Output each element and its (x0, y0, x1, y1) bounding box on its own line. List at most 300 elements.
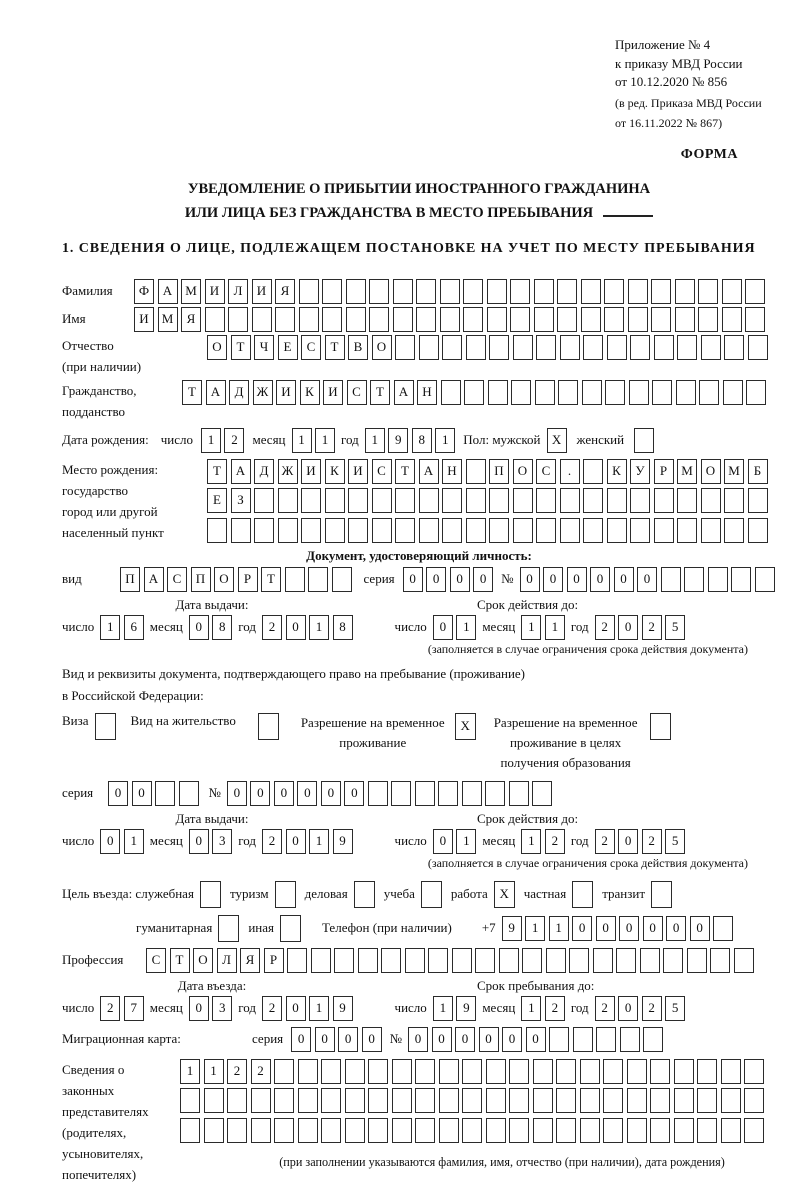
form-cell[interactable] (697, 1118, 717, 1143)
form-cell[interactable]: М (677, 459, 697, 484)
doc-series-cells[interactable] (403, 567, 494, 592)
form-cell[interactable]: 1 (204, 1059, 224, 1084)
purpose-official-checkbox[interactable] (200, 881, 221, 908)
form-cell[interactable]: 0 (189, 615, 209, 640)
form-cell[interactable] (535, 380, 555, 405)
form-cell[interactable] (415, 1059, 435, 1084)
birth-month-cells[interactable] (292, 428, 336, 453)
form-cell[interactable] (583, 335, 603, 360)
form-cell[interactable] (698, 307, 718, 332)
form-cell[interactable] (713, 916, 733, 941)
form-cell[interactable] (466, 335, 486, 360)
form-cell[interactable] (724, 518, 744, 543)
form-cell[interactable] (475, 948, 495, 973)
stay-year-cells[interactable] (595, 996, 686, 1021)
form-cell[interactable] (489, 488, 509, 513)
form-cell[interactable] (180, 1088, 200, 1113)
form-cell[interactable]: 2 (545, 996, 565, 1021)
form-cell[interactable]: 0 (362, 1027, 382, 1052)
form-cell[interactable] (218, 915, 239, 942)
form-cell[interactable] (231, 518, 251, 543)
form-cell[interactable] (345, 1059, 365, 1084)
doc-expiry-day-cells[interactable] (433, 615, 477, 640)
form-cell[interactable] (485, 781, 505, 806)
migr-series-cells[interactable] (291, 1027, 382, 1052)
form-cell[interactable]: 0 (690, 916, 710, 941)
form-cell[interactable]: М (158, 307, 178, 332)
form-cell[interactable] (674, 1088, 694, 1113)
form-cell[interactable] (464, 380, 484, 405)
phone-cells[interactable] (502, 916, 734, 941)
form-cell[interactable] (513, 488, 533, 513)
purpose-work-checkbox[interactable] (494, 881, 515, 908)
form-cell[interactable] (674, 1118, 694, 1143)
form-cell[interactable] (593, 948, 613, 973)
form-cell[interactable]: 8 (212, 615, 232, 640)
form-cell[interactable] (251, 1088, 271, 1113)
permit-series-cells[interactable] (108, 781, 199, 806)
form-cell[interactable]: Р (264, 948, 284, 973)
stay-month-cells[interactable] (521, 996, 565, 1021)
form-cell[interactable] (419, 335, 439, 360)
form-cell[interactable]: А (158, 279, 178, 304)
form-cell[interactable] (334, 948, 354, 973)
form-cell[interactable] (254, 488, 274, 513)
form-cell[interactable]: С (167, 567, 187, 592)
form-cell[interactable] (509, 1088, 529, 1113)
form-cell[interactable] (676, 380, 696, 405)
form-cell[interactable] (439, 1088, 459, 1113)
sex-male-checkbox[interactable] (547, 428, 567, 453)
form-cell[interactable] (332, 567, 352, 592)
form-cell[interactable] (439, 1059, 459, 1084)
form-cell[interactable] (698, 279, 718, 304)
form-cell[interactable]: С (347, 380, 367, 405)
form-cell[interactable] (634, 428, 654, 453)
form-cell[interactable] (603, 1059, 623, 1084)
form-cell[interactable]: Е (278, 335, 298, 360)
form-cell[interactable] (643, 1027, 663, 1052)
form-cell[interactable]: З (231, 488, 251, 513)
form-cell[interactable] (252, 307, 272, 332)
form-cell[interactable] (368, 1088, 388, 1113)
birthplace-row-2-cells[interactable] (207, 488, 768, 513)
form-cell[interactable]: 2 (227, 1059, 247, 1084)
form-cell[interactable]: 0 (433, 829, 453, 854)
form-cell[interactable]: 0 (614, 567, 634, 592)
form-cell[interactable] (748, 518, 768, 543)
form-cell[interactable]: О (214, 567, 234, 592)
form-cell[interactable] (287, 948, 307, 973)
form-cell[interactable] (321, 1118, 341, 1143)
form-cell[interactable] (687, 948, 707, 973)
form-cell[interactable]: А (144, 567, 164, 592)
form-cell[interactable]: К (300, 380, 320, 405)
form-cell[interactable] (675, 307, 695, 332)
form-cell[interactable] (95, 713, 116, 740)
form-cell[interactable]: 9 (502, 916, 522, 941)
form-cell[interactable]: 1 (545, 615, 565, 640)
form-cell[interactable] (358, 948, 378, 973)
form-cell[interactable] (744, 1118, 764, 1143)
form-cell[interactable]: 0 (567, 567, 587, 592)
form-cell[interactable]: 1 (309, 996, 329, 1021)
form-cell[interactable]: О (207, 335, 227, 360)
purpose-transit-checkbox[interactable] (651, 881, 672, 908)
form-cell[interactable]: 0 (274, 781, 294, 806)
form-cell[interactable] (463, 279, 483, 304)
form-cell[interactable]: 6 (124, 615, 144, 640)
form-cell[interactable]: 1 (315, 428, 335, 453)
form-cell[interactable] (428, 948, 448, 973)
form-cell[interactable]: Ч (254, 335, 274, 360)
form-cell[interactable] (557, 307, 577, 332)
form-cell[interactable] (677, 518, 697, 543)
form-cell[interactable] (155, 781, 175, 806)
form-cell[interactable]: О (701, 459, 721, 484)
form-cell[interactable] (381, 948, 401, 973)
form-cell[interactable]: А (231, 459, 251, 484)
form-cell[interactable]: Т (395, 459, 415, 484)
form-cell[interactable] (604, 279, 624, 304)
form-cell[interactable]: 1 (309, 829, 329, 854)
form-cell[interactable] (572, 881, 593, 908)
form-cell[interactable] (321, 1088, 341, 1113)
birthplace-row-1-cells[interactable] (207, 459, 768, 484)
visa-checkbox[interactable] (95, 713, 116, 740)
form-cell[interactable] (392, 1088, 412, 1113)
form-cell[interactable] (627, 1088, 647, 1113)
form-cell[interactable] (620, 1027, 640, 1052)
form-cell[interactable] (227, 1088, 247, 1113)
form-cell[interactable] (748, 488, 768, 513)
form-cell[interactable] (677, 335, 697, 360)
form-cell[interactable]: 0 (643, 916, 663, 941)
form-cell[interactable] (301, 488, 321, 513)
form-cell[interactable] (510, 307, 530, 332)
stay-day-cells[interactable] (433, 996, 477, 1021)
form-cell[interactable] (746, 380, 766, 405)
form-cell[interactable] (755, 567, 775, 592)
form-cell[interactable] (650, 713, 671, 740)
form-cell[interactable]: 1 (525, 916, 545, 941)
form-cell[interactable] (415, 781, 435, 806)
form-cell[interactable] (368, 1059, 388, 1084)
form-cell[interactable] (204, 1118, 224, 1143)
form-cell[interactable] (721, 1088, 741, 1113)
form-cell[interactable]: 1 (521, 829, 541, 854)
form-cell[interactable] (661, 567, 681, 592)
form-cell[interactable] (345, 1088, 365, 1113)
form-cell[interactable]: С (146, 948, 166, 973)
permit-issue-day-cells[interactable] (100, 829, 144, 854)
form-cell[interactable]: 0 (297, 781, 317, 806)
form-cell[interactable] (509, 1118, 529, 1143)
form-cell[interactable]: Я (275, 279, 295, 304)
doc-number-cells[interactable] (520, 567, 775, 592)
form-cell[interactable]: Я (181, 307, 201, 332)
entry-year-cells[interactable] (262, 996, 353, 1021)
form-cell[interactable] (699, 380, 719, 405)
form-cell[interactable]: И (301, 459, 321, 484)
form-cell[interactable]: 2 (595, 615, 615, 640)
form-cell[interactable] (440, 307, 460, 332)
form-cell[interactable] (557, 279, 577, 304)
form-cell[interactable]: 0 (473, 567, 493, 592)
form-cell[interactable] (258, 713, 279, 740)
form-cell[interactable]: 9 (333, 829, 353, 854)
form-cell[interactable] (348, 488, 368, 513)
form-cell[interactable]: 2 (100, 996, 120, 1021)
form-cell[interactable]: 2 (251, 1059, 271, 1084)
form-cell[interactable]: П (191, 567, 211, 592)
form-cell[interactable] (722, 279, 742, 304)
form-cell[interactable]: 1 (521, 615, 541, 640)
form-cell[interactable]: С (536, 459, 556, 484)
form-cell[interactable] (325, 488, 345, 513)
form-cell[interactable] (487, 307, 507, 332)
form-cell[interactable]: Т (170, 948, 190, 973)
permit-issue-year-cells[interactable] (262, 829, 353, 854)
form-cell[interactable] (583, 488, 603, 513)
form-cell[interactable] (298, 1118, 318, 1143)
form-cell[interactable] (419, 488, 439, 513)
form-cell[interactable] (462, 781, 482, 806)
doc-issue-month-cells[interactable] (189, 615, 233, 640)
form-cell[interactable] (697, 1059, 717, 1084)
form-cell[interactable] (395, 488, 415, 513)
form-cell[interactable] (298, 1059, 318, 1084)
permit-expiry-year-cells[interactable] (595, 829, 686, 854)
purpose-tourism-checkbox[interactable] (275, 881, 296, 908)
form-cell[interactable] (533, 1088, 553, 1113)
form-cell[interactable] (308, 567, 328, 592)
form-cell[interactable] (280, 915, 301, 942)
form-cell[interactable]: 0 (590, 567, 610, 592)
form-cell[interactable] (744, 1059, 764, 1084)
form-cell[interactable]: X (455, 713, 476, 740)
form-cell[interactable]: 0 (108, 781, 128, 806)
form-cell[interactable] (368, 1118, 388, 1143)
temp-residence-checkbox[interactable] (455, 713, 476, 740)
form-cell[interactable] (513, 518, 533, 543)
form-cell[interactable] (278, 488, 298, 513)
form-cell[interactable]: 0 (526, 1027, 546, 1052)
form-cell[interactable]: 8 (333, 615, 353, 640)
doc-expiry-month-cells[interactable] (521, 615, 565, 640)
form-cell[interactable] (628, 279, 648, 304)
form-cell[interactable] (697, 1088, 717, 1113)
form-cell[interactable] (325, 518, 345, 543)
form-cell[interactable]: К (607, 459, 627, 484)
form-cell[interactable]: М (181, 279, 201, 304)
form-cell[interactable]: 1 (456, 615, 476, 640)
form-cell[interactable]: 0 (189, 996, 209, 1021)
form-cell[interactable]: 7 (124, 996, 144, 1021)
form-cell[interactable]: К (325, 459, 345, 484)
form-cell[interactable] (573, 1027, 593, 1052)
form-cell[interactable]: 0 (408, 1027, 428, 1052)
form-cell[interactable] (701, 335, 721, 360)
form-cell[interactable] (486, 1118, 506, 1143)
form-cell[interactable] (486, 1059, 506, 1084)
form-cell[interactable] (499, 948, 519, 973)
form-cell[interactable] (452, 948, 472, 973)
form-cell[interactable]: 2 (642, 829, 662, 854)
form-cell[interactable]: У (630, 459, 650, 484)
form-cell[interactable]: 1 (435, 428, 455, 453)
form-cell[interactable]: 1 (433, 996, 453, 1021)
form-cell[interactable] (466, 488, 486, 513)
form-cell[interactable]: 1 (201, 428, 221, 453)
form-cell[interactable] (251, 1118, 271, 1143)
form-cell[interactable] (675, 279, 695, 304)
form-cell[interactable] (650, 1059, 670, 1084)
form-cell[interactable]: 0 (520, 567, 540, 592)
form-cell[interactable]: 1 (456, 829, 476, 854)
form-cell[interactable]: 0 (572, 916, 592, 941)
form-cell[interactable] (489, 518, 509, 543)
form-cell[interactable]: 0 (321, 781, 341, 806)
form-cell[interactable]: 5 (665, 996, 685, 1021)
form-cell[interactable]: Ж (253, 380, 273, 405)
form-cell[interactable] (393, 307, 413, 332)
form-cell[interactable] (731, 567, 751, 592)
form-cell[interactable] (442, 488, 462, 513)
form-cell[interactable]: Н (442, 459, 462, 484)
form-cell[interactable] (421, 881, 442, 908)
form-cell[interactable] (486, 1088, 506, 1113)
citizenship-cells[interactable] (182, 380, 766, 405)
form-cell[interactable]: 5 (665, 829, 685, 854)
form-cell[interactable] (179, 781, 199, 806)
form-cell[interactable] (180, 1118, 200, 1143)
form-cell[interactable]: 1 (292, 428, 312, 453)
form-cell[interactable] (254, 518, 274, 543)
form-cell[interactable] (684, 567, 704, 592)
form-cell[interactable] (556, 1059, 576, 1084)
form-cell[interactable]: 0 (450, 567, 470, 592)
birth-year-cells[interactable] (365, 428, 456, 453)
form-cell[interactable] (416, 279, 436, 304)
form-cell[interactable]: 3 (212, 996, 232, 1021)
form-cell[interactable]: 0 (502, 1027, 522, 1052)
form-cell[interactable] (745, 307, 765, 332)
form-cell[interactable] (346, 279, 366, 304)
form-cell[interactable] (348, 518, 368, 543)
form-cell[interactable] (677, 488, 697, 513)
form-cell[interactable] (419, 518, 439, 543)
form-cell[interactable]: X (494, 881, 515, 908)
form-cell[interactable] (372, 488, 392, 513)
form-cell[interactable] (278, 518, 298, 543)
form-cell[interactable] (487, 279, 507, 304)
form-cell[interactable]: 2 (642, 615, 662, 640)
form-cell[interactable]: О (372, 335, 392, 360)
form-cell[interactable]: 0 (479, 1027, 499, 1052)
form-cell[interactable] (509, 1059, 529, 1084)
form-cell[interactable]: Б (748, 459, 768, 484)
form-cell[interactable] (581, 279, 601, 304)
form-cell[interactable]: И (276, 380, 296, 405)
form-cell[interactable] (580, 1118, 600, 1143)
purpose-other-checkbox[interactable] (280, 915, 301, 942)
form-cell[interactable]: Н (417, 380, 437, 405)
birth-day-cells[interactable] (201, 428, 245, 453)
form-cell[interactable]: 0 (189, 829, 209, 854)
permit-expiry-month-cells[interactable] (521, 829, 565, 854)
form-cell[interactable] (369, 279, 389, 304)
form-cell[interactable]: Т (182, 380, 202, 405)
form-cell[interactable]: 0 (286, 615, 306, 640)
form-cell[interactable]: С (372, 459, 392, 484)
form-cell[interactable]: Т (261, 567, 281, 592)
form-cell[interactable]: Р (654, 459, 674, 484)
form-cell[interactable]: Р (238, 567, 258, 592)
form-cell[interactable] (395, 518, 415, 543)
form-cell[interactable] (536, 518, 556, 543)
form-cell[interactable] (346, 307, 366, 332)
form-cell[interactable] (439, 1118, 459, 1143)
form-cell[interactable] (274, 1059, 294, 1084)
form-cell[interactable] (582, 380, 602, 405)
form-cell[interactable]: 0 (286, 829, 306, 854)
form-cell[interactable] (227, 1118, 247, 1143)
form-cell[interactable]: Т (207, 459, 227, 484)
form-cell[interactable] (560, 488, 580, 513)
form-cell[interactable]: О (193, 948, 213, 973)
form-cell[interactable]: В (348, 335, 368, 360)
form-cell[interactable] (607, 518, 627, 543)
form-cell[interactable] (438, 781, 458, 806)
form-cell[interactable] (701, 518, 721, 543)
form-cell[interactable]: Д (254, 459, 274, 484)
form-cell[interactable] (583, 459, 603, 484)
form-cell[interactable] (556, 1088, 576, 1113)
form-cell[interactable] (463, 307, 483, 332)
form-cell[interactable]: 1 (365, 428, 385, 453)
form-cell[interactable] (275, 881, 296, 908)
form-cell[interactable] (513, 335, 533, 360)
form-cell[interactable] (536, 335, 556, 360)
birthplace-row-3-cells[interactable] (207, 518, 768, 543)
form-cell[interactable]: 0 (618, 615, 638, 640)
form-cell[interactable] (393, 279, 413, 304)
form-cell[interactable] (654, 335, 674, 360)
form-cell[interactable] (581, 307, 601, 332)
form-cell[interactable]: 0 (596, 916, 616, 941)
form-cell[interactable] (200, 881, 221, 908)
form-cell[interactable] (509, 781, 529, 806)
form-cell[interactable]: 1 (309, 615, 329, 640)
form-cell[interactable] (580, 1059, 600, 1084)
form-cell[interactable] (627, 1059, 647, 1084)
form-cell[interactable] (640, 948, 660, 973)
form-cell[interactable] (416, 307, 436, 332)
form-cell[interactable]: 9 (456, 996, 476, 1021)
form-cell[interactable] (651, 307, 671, 332)
form-cell[interactable] (311, 948, 331, 973)
form-cell[interactable] (710, 948, 730, 973)
patronymic-cells[interactable] (207, 335, 768, 360)
form-cell[interactable]: . (560, 459, 580, 484)
form-cell[interactable]: Т (231, 335, 251, 360)
form-cell[interactable] (442, 518, 462, 543)
form-cell[interactable]: П (489, 459, 509, 484)
form-cell[interactable]: 0 (543, 567, 563, 592)
form-cell[interactable] (207, 518, 227, 543)
form-cell[interactable] (442, 335, 462, 360)
